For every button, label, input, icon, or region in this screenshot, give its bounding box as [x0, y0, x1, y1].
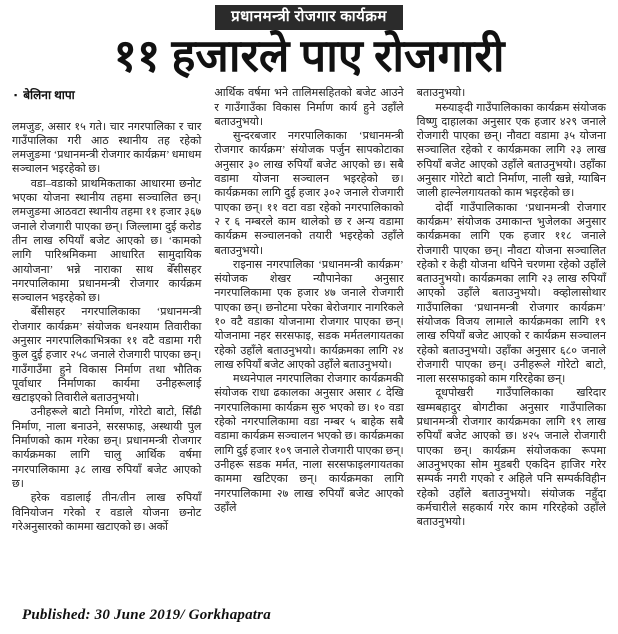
article-paragraph: राइनास नगरपालिका ‘प्रधानमन्त्री कार्यक्रम’ संयोजक शेखर न्यौपानेका अनुसार नगरपालिकामा एक हजार ४७ जनाले रोजगारी पाएका छन्। छनोटमा परेका बेरोजगार नागरिकले १० वटै वडाका योजनामा रोजगार पाएका छन्। योजनामा नहर सरसफाइ, सडक मर्मतलगायतका रहेको उहाँले बताउनुभयो। कार्यक्रमका लागि २४ लाख रुपियाँ बजेट आएको उहाँले बताउनुभयो।	[214, 258, 404, 371]
article-paragraph: दोर्दी गाउँपालिकाका ‘प्रधानमन्त्री रोजगार कार्यक्रम’ संयोजक उमाकान्त भुजेलका अनुसार कार्यक्रमका लागि एक हजार ११८ जनाले रोजगारी पाएका छन्। नौवटा योजना सञ्चालित रहेको र केही योजना थपिने चरणमा रहेको उहाँले बताउनुभयो। कार्यक्रमका लागि २३ लाख रुपियाँ आएको उहाँले बताउनुभयो। क्व्होलासोथार गाउँपालिका ‘प्रधानमन्त्री रोजगार कार्यक्रम’ संयोजक विजय लामाले कार्यक्रमका लागि १९ लाख रुपियाँ बजेट आएको र कार्यक्रम सञ्चालन रहेको बताउनुभयो। उहाँका अनुसार ६८० जनाले रोजगारी पाएका छन्। उनीहरूले गोरेटो बाटो, नाला सरसफाइको काम गरिरहेका छन्।	[416, 201, 606, 386]
publication-footer: Published: 30 June 2019/ Gorkhapatra	[22, 607, 271, 623]
article-column-3	[417, 86, 606, 534]
article-paragraph: दूधपोखरी गाउँपालिकाका खरिदार खम्मबहादुर बोगटीका अनुसार गाउँपालिका प्रधानमन्त्री रोजगार कार्यक्रमका लागि १९ लाख रुपियाँ बजेट आएको छ। ४२५ जनाले रोजगारी पाएका छन्। कार्यक्रम संयोजकका रूपमा आउनुभएका सोम मुडबरी एकदिन हाजिर गरेर सम्पर्क नगरी गएको र अहिले पनि सम्पर्कविहीन रहेको उहाँले बताउनुभयो। संयोजक नहुँदा कर्मचारीले सहकार्य गरेर काम गरिरहेको उहाँले बताउनुभयो।	[416, 387, 606, 529]
article-paragraph: सुन्दरबजार नगरपालिकाका ‘प्रधानमन्त्री रोजगार कार्यक्रम’ संयोजक पर्जुन सापकोटाका अनुसार ३० लाख रुपियाँ बजेट आएको छ। सबै वडामा योजना सञ्चालन भइरहेको छ। कार्यक्रमका लागि दुई हजार ३०२ जनाले रोजगारी पाएका छन्। ११ वटा वडा रहेको नगरपालिकाको २ र ६ नम्बरले काम थालेको छ र अन्य वडामा कार्यक्रम सञ्चालनको तयारी भइरहेको उहाँले बताउनुभयो।	[214, 130, 404, 257]
headline: ११ हजारले पाए रोजगारी	[113, 31, 505, 81]
article-paragraph: आर्थिक वर्षमा भने तालिमसहितको बजेट आउने र गाउँगाउँका विकास निर्माण कार्य हुने उहाँले बताउनुभयो।	[214, 87, 404, 128]
kicker-banner: प्रधानमन्त्री रोजगार कार्यक्रम	[215, 5, 403, 30]
article-paragraph: उनीहरूले बाटो निर्माण, गोरेटो बाटो, सिँढी निर्माण, नाला बनाउने, सरसफाइ, अस्थायी पुल निर्माणको काम गरेका छन्। प्रधानमन्त्री रोजगार कार्यक्रमका लागि चालु आर्थिक वर्षमा नगरपालिकामा ३८ लाख रुपियाँ बजेट आएको छ।	[12, 406, 202, 490]
article-paragraph: वडा–वडाको प्राथमिकताका आधारमा छनोट भएका योजना स्थानीय तहमा सञ्चालित छन्। लमजुङमा आठवटा स्थानीय तहमा ११ हजार ३६७ जनाले रोजगारी पाएका छन्। जिल्लामा दुई करोड तीन लाख रुपियाँ बजेट आएको छ। ‘कामको लागि पारिश्रमिकमा आधारित सामुदायिक आयोजना’ भन्ने नाराका साथ बेँसीसहर नगरपालिकामा प्रधानमन्त्री रोजगार कार्यक्रम सञ्चालन भइरहेको छ।	[12, 177, 202, 305]
article-paragraph: बताउनुभयो।	[416, 87, 466, 100]
article-paragraph: हरेक वडालाई तीन/तीन लाख रुपियाँ विनियोजन गरेको र वडाले योजना छनोट गरेअनुसारको काममा खटाएको छ। अर्को	[12, 492, 202, 533]
article-paragraph: मस्र्याङ्दी गाउँपालिकाका कार्यक्रम संयोजक विष्णु दाहालका अनुसार एक हजार ४२९ जनाले रोजगारी पाएका छन्। नौवटा वडामा ३५ योजना सञ्चालित रहेको र कार्यक्रमका लागि २३ लाख रुपियाँ बजेट आएको उहाँले बताउनुभयो। उहाँका अनुसार गोरेटो बाटो निर्माण, नाली खन्ने, ग्याबिन जाली हाल्नेलगायतको काम भइरहेको छ।	[416, 101, 606, 200]
article-column-2	[214, 86, 403, 534]
byline	[14, 88, 201, 103]
byline-author: बेलिना थापा	[23, 88, 75, 103]
article-column-1	[12, 86, 201, 534]
article-columns	[0, 84, 618, 534]
kicker-row	[0, 0, 618, 30]
byline-bullet-icon: ▪	[14, 90, 18, 101]
article-paragraph: मध्यनेपाल नगरपालिका रोजगार कार्यक्रमकी संयोजक राधा ढकालका अनुसार असार ८ देखि नगरपालिकामा कार्यक्रम सुरु भएको छ। १० वडा रहेको नगरपालिकामा वडा नम्बर ५ बाहेक सबै वडामा कार्यक्रम सञ्चालन भएको छ। कार्यक्रमका लागि दुई हजार १०९ जनाले रोजगारी पाएका छन्। उनीहरू सडक मर्मत, नाला सरसफाइलगायतका काममा खटिएका छन्। कार्यक्रमका लागि नगरपालिकामा २७ लाख रुपियाँ बजेट आएको उहाँले	[214, 373, 404, 514]
article-paragraph: लमजुङ, असार १५ गते। चार नगरपालिका र चार गाउँपालिका गरी आठ स्थानीय तह रहेको लमजुङमा ‘प्रधानमन्त्री रोजगार कार्यक्रम’ धमाधम सञ्चालन भइरहेको छ।	[12, 120, 202, 176]
article-paragraph: बेँसीसहर नगरपालिकाका ‘प्रधानमन्त्री रोजगार कार्यक्रम’ संयोजक धनश्याम तिवारीका अनुसार नगरपालिकाभित्रका ११ वटै वडामा गरी कुल दुई हजार २५८ जनाले रोजगारी पाएका छन्। गाउँगाउँमा हुने विकास निर्माण तथा भौतिक पूर्वाधार निर्माणका कार्यमा उनीहरूलाई खटाइएको तिवारीले बताउनुभयो।	[12, 306, 202, 405]
